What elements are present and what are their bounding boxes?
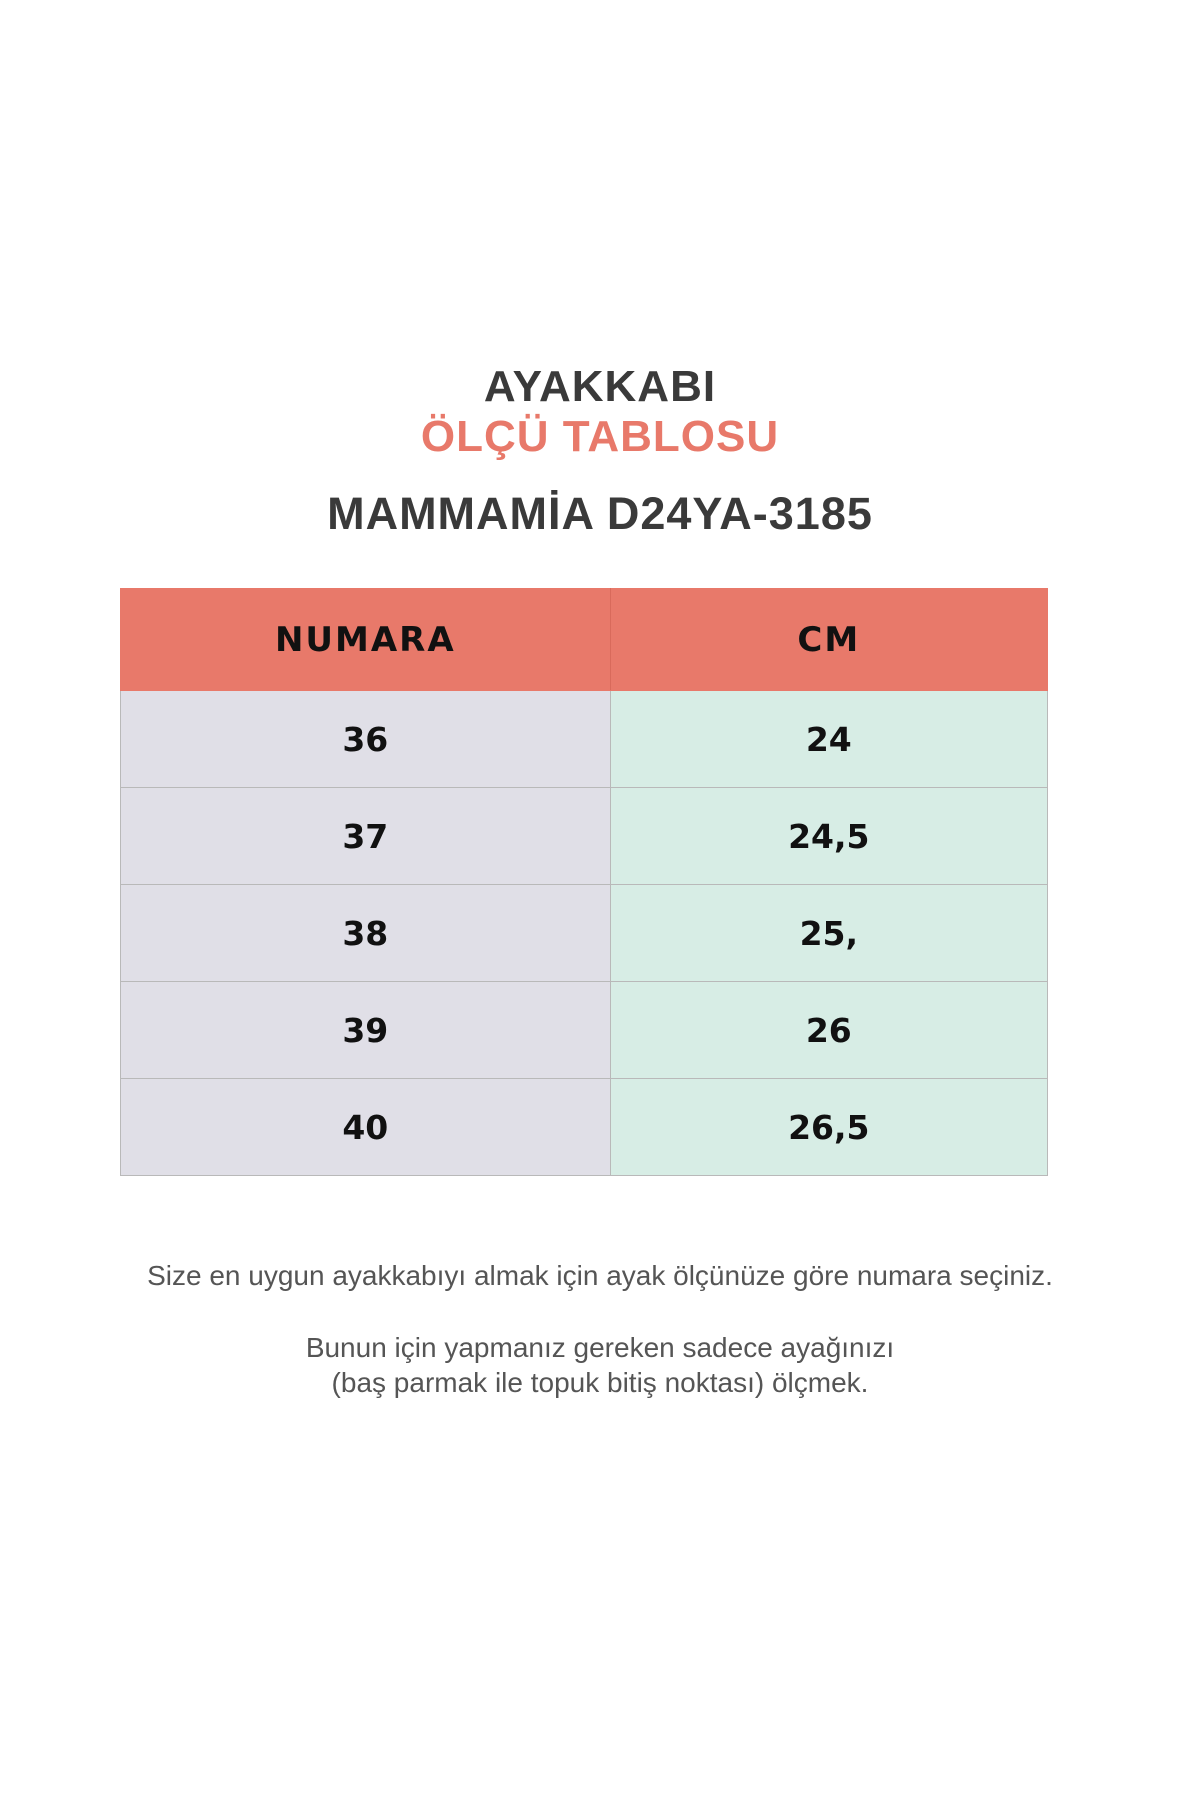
cm-cell: 26,5	[610, 1079, 1047, 1176]
title-olcu-tablosu: ÖLÇÜ TABLOSU	[420, 412, 780, 461]
cm-cell: 24	[610, 691, 1047, 788]
cm-cell: 24,5	[610, 788, 1047, 885]
note-measure-detail: (baş parmak ile topuk bitiş noktası) ölçmek.	[331, 1367, 869, 1398]
title-ayakkabi: AYAKKABI	[483, 362, 717, 411]
header-cm: CM	[610, 589, 1047, 691]
note-size-advice: Size en uygun ayakkabıyı almak için ayak ölçünüze göre numara seçiniz.	[147, 1260, 1053, 1291]
numara-cell: 36	[121, 691, 611, 788]
table-row	[121, 885, 1048, 982]
table-row	[121, 691, 1048, 788]
numara-cell: 40	[121, 1079, 611, 1176]
product-name: MAMMAMİA D24YA-3185	[327, 488, 873, 539]
note-measure-instruction: Bunun için yapmanız gereken sadece ayağınızı	[305, 1332, 895, 1363]
cm-cell: 26	[610, 982, 1047, 1079]
numara-cell: 37	[121, 788, 611, 885]
table-row	[121, 982, 1048, 1079]
table-row	[121, 788, 1048, 885]
table-header-row	[121, 589, 1048, 691]
cm-cell: 25,	[610, 885, 1047, 982]
table-row	[121, 1079, 1048, 1176]
numara-cell: 38	[121, 885, 611, 982]
numara-cell: 39	[121, 982, 611, 1079]
size-table	[120, 588, 1048, 1176]
header-numara: NUMARA	[121, 589, 611, 691]
